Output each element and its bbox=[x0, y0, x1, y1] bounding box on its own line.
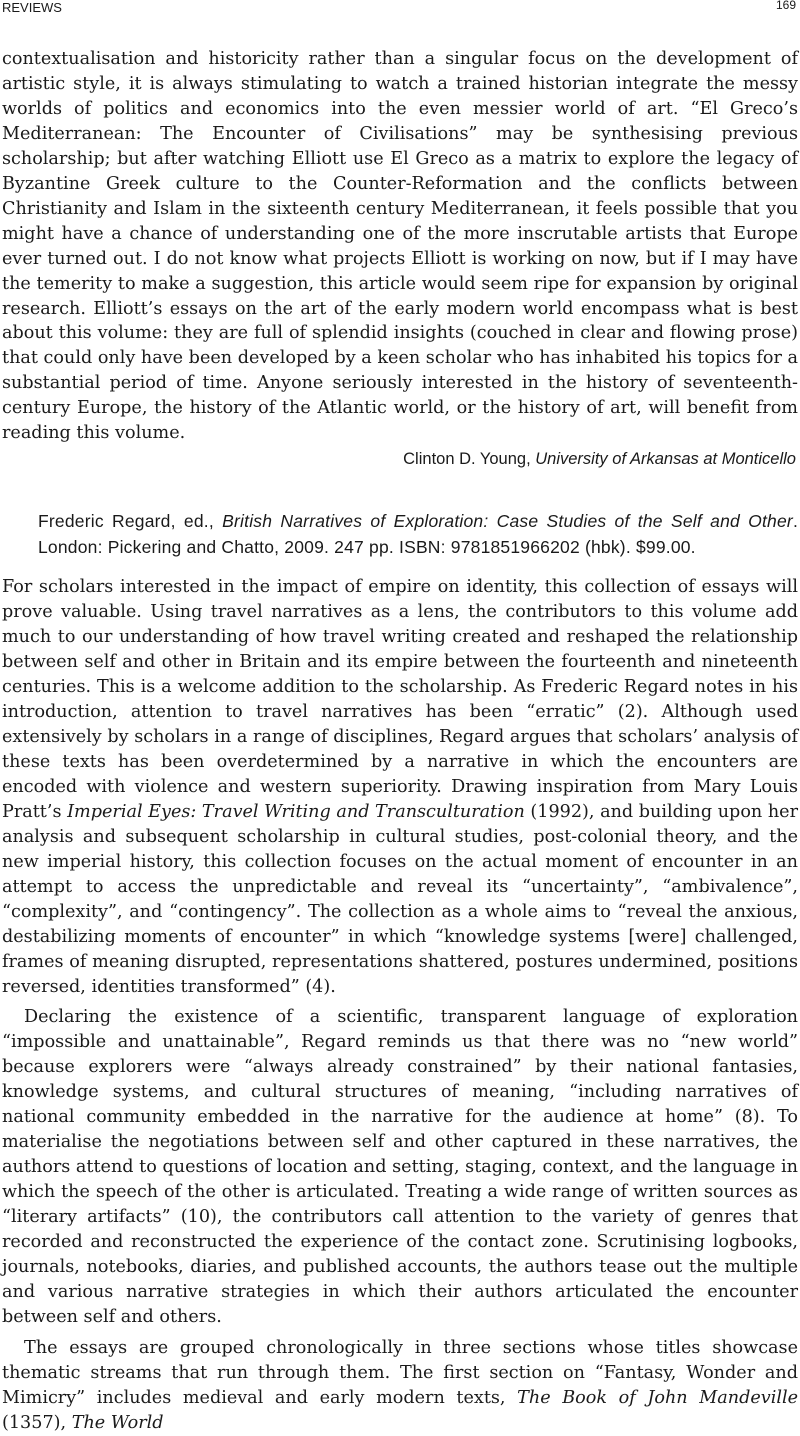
page-body bbox=[0, 47, 800, 1436]
reviewer-name: Clinton D. Young, bbox=[403, 450, 531, 469]
reviewer-signature bbox=[0, 448, 800, 470]
running-head-section: REVIEWS bbox=[2, 0, 62, 15]
review-paragraph-1-text-b: (1992), and building upon her analysis and subsequent scholarship in cultural studies, post-colonial theory, and the new imperial history, this collection focuses on the actual moment of encounter in an attempt to access the unpredictable and reveal its “uncertainty”, “ambivalence”, “complexity”, and “contingency”. The collection as a whole aims to “reveal the anxious, destabilizing moments of encounter” in which “knowledge systems [were] challenged, frames of meaning disrupted, representations shattered, postures undermined, positions reversed, identities transformed” (4). bbox=[2, 801, 798, 997]
reviewer-affiliation: University of Arkansas at Monticello bbox=[535, 450, 796, 469]
review-paragraph-3-text-b: (1357), bbox=[2, 1412, 72, 1433]
review-book-title: British Narratives of Exploration: Case Studies of the Self and Other bbox=[222, 511, 793, 532]
review-paragraph-1-text-a: For scholars interested in the impact of empire on identity, this collection of essays will prove valuable. Using travel narratives as a lens, the contributors to this volume add much to our understanding of how travel writing created and reshaped the relationship between self and other in Britain and its empire between the fourteenth and nineteenth centuries. This is a welcome addition to the scholarship. As Frederic Regard notes in his introduction, attention to travel narratives has been “erratic” (2). Although used extensively by scholars in a range of disciplines, Regard argues that scholars’ analysis of these texts has been overdetermined by a narrative in which the encounters are encoded with violence and western superiority. Drawing inspiration from Mary Louis Pratt’s bbox=[2, 577, 798, 822]
review-paragraph-2: Declaring the existence of a scientific, transparent language of exploration “impossible and unattainable”, Regard reminds us that there was no “new world” because explorers were “always already constrained” by their national fantasies, knowledge systems, and cultural structures of meaning, “including narratives of national community embedded in the narrative for the audience at home” (8). To materialise the negotiations between self and other captured in these narratives, the authors attend to questions of location and setting, staging, context, and the language in which the speech of the other is articulated. Treating a wide range of written sources as “literary artifacts” (10), the contributors call attention to the variety of genres that recorded and reconstructed the experience of the contact zone. Scrutinising logbooks, journals, notebooks, diaries, and published accounts, the authors tease out the multiple and various narrative strategies in which their authors articulated the encounter between self and others. bbox=[2, 1007, 798, 1327]
cited-title-the-world: The World bbox=[71, 1412, 164, 1433]
review-citation-heading bbox=[38, 508, 798, 560]
running-head bbox=[0, 0, 800, 20]
review-paragraph-3-text-a: The essays are grouped chronologically in three sections whose titles showcase thematic streams that run through them. The first section on “Fantasy, Wonder and Mimicry” includes medieval and early modern texts, bbox=[2, 1337, 798, 1408]
cited-title-imperial-eyes: Imperial Eyes: Travel Writing and Transculturation bbox=[67, 801, 525, 822]
review-paragraph-3 bbox=[0, 1336, 800, 1436]
review-editor: Frederic Regard, ed., bbox=[38, 511, 214, 532]
cited-title-mandeville: The Book of John Mandeville bbox=[517, 1387, 798, 1408]
page-number: 169 bbox=[775, 0, 796, 12]
review-publication-details: . London: Pickering and Chatto, 2009. 247 pp. ISBN: 9781851966202 (hbk). $99.00. bbox=[38, 511, 799, 558]
previous-review-paragraph: contextualisation and historicity rather than a singular focus on the development of artistic style, it is always stimulating to watch a trained historian integrate the messy worlds of politics and economics into the even messier world of art. “El Greco’s Mediterranean: The Encounter of Civilisations” may be synthesising previous scholarship; but after watching Elliott use El Greco as a matrix to explore the legacy of Byzantine Greek culture to the Counter-Reformation and the conflicts between Christianity and Islam in the sixteenth century Mediterranean, it feels possible that you might have a chance of understanding one of the more inscrutable artists that Europe ever turned out. I do not know what projects Elliott is working on now, but if I may have the temerity to make a suggestion, this article would seem ripe for expansion by original research. Elliott’s essays on the art of the early modern world encompass what is best about this volume: they are full of splendid insights (couched in clear and flowing prose) that could only have been developed by a keen scholar who has inhabited his topics for a substantial period of time. Anyone seriously interested in the history of seventeenth-century Europe, the history of the Atlantic world, or the history of art, will benefit from reading this volume. bbox=[2, 49, 798, 444]
review-paragraph-1 bbox=[0, 575, 800, 999]
